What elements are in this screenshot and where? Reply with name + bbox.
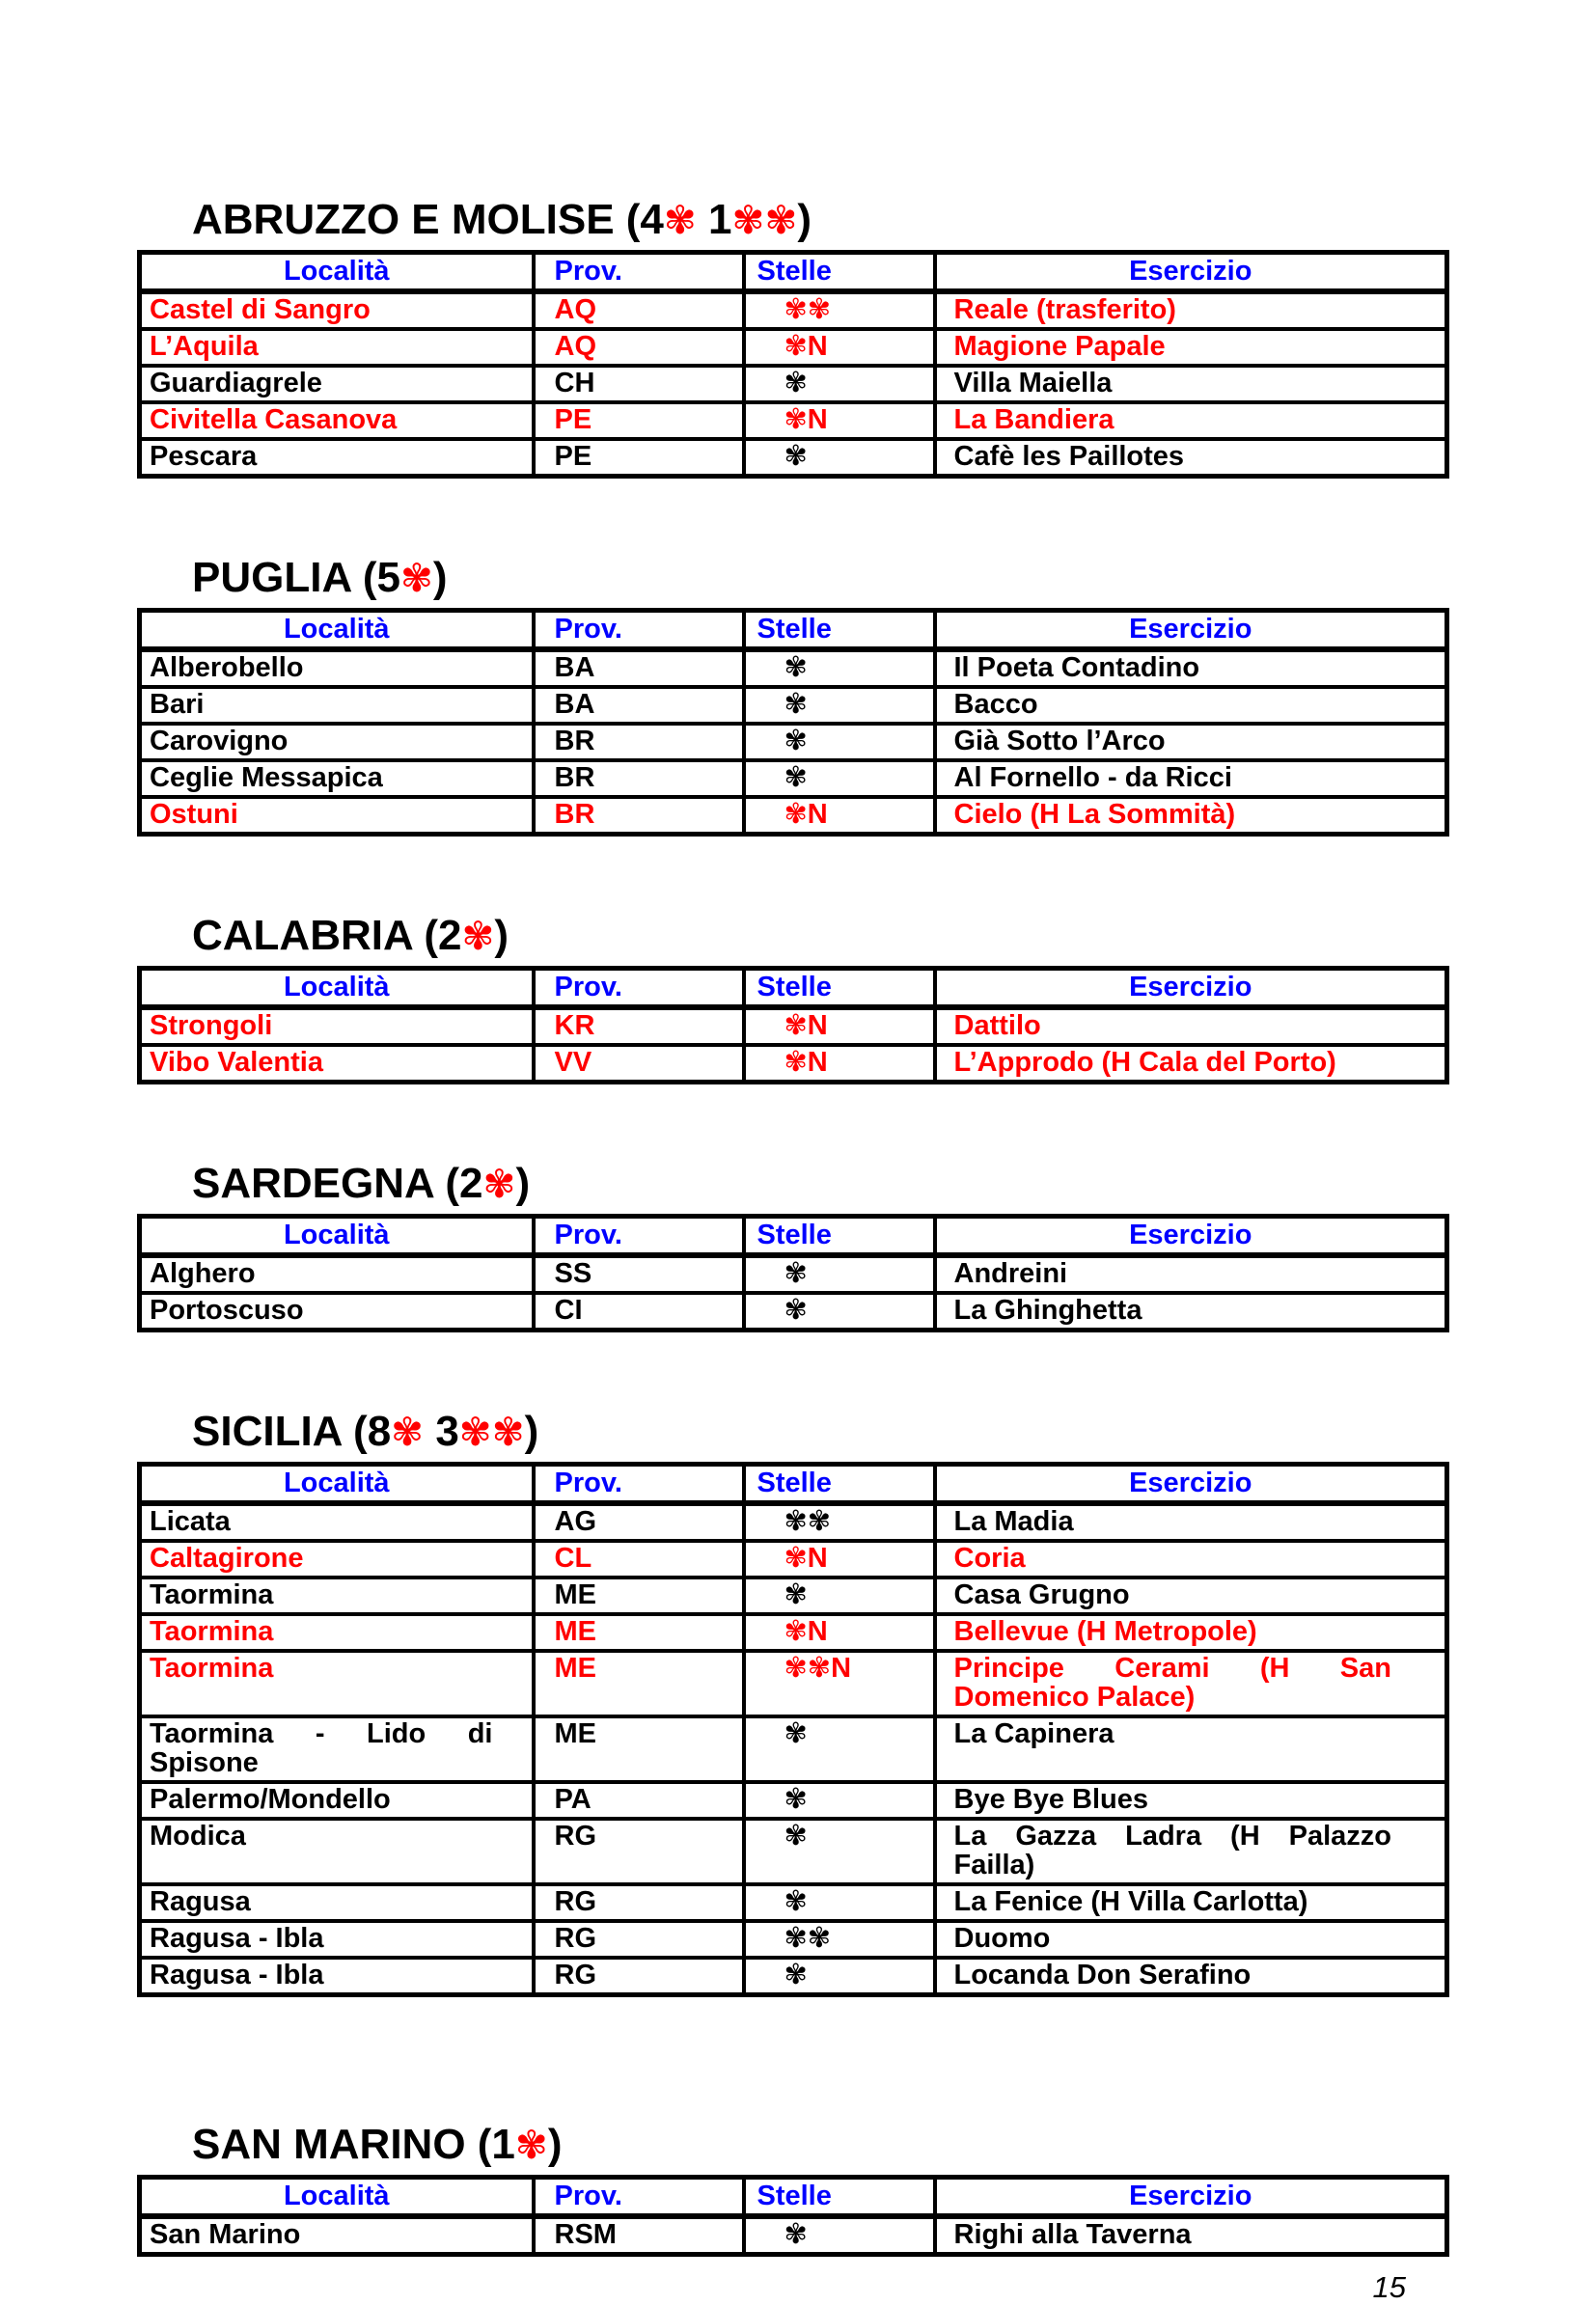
michelin-stars: ✾ — [784, 726, 808, 756]
column-header-prov: Prov. — [534, 1217, 744, 1256]
table-row — [140, 402, 1447, 439]
table-row — [140, 1503, 1447, 1541]
table-row — [140, 1716, 1447, 1782]
michelin-stars: ✾ — [784, 368, 808, 398]
column-header-stelle: Stelle — [744, 969, 935, 1008]
column-header-prov: Prov. — [534, 611, 744, 650]
cell-prov: ME — [534, 1651, 744, 1716]
michelin-stars: ✾✾ — [784, 1506, 832, 1537]
cell-stelle — [744, 329, 935, 366]
region-table — [137, 250, 1449, 479]
michelin-stars: ✾✾ — [784, 294, 832, 325]
cell-stelle — [744, 1614, 935, 1651]
michelin-star-icon: ✾ — [663, 198, 697, 242]
cell-stelle — [744, 724, 935, 760]
column-header-localita: Località — [140, 2178, 534, 2217]
cell-prov: AQ — [534, 329, 744, 366]
cell-esercizio: Villa Maiella — [935, 366, 1447, 402]
table-row — [140, 1293, 1447, 1331]
cell-localita: Bari — [140, 687, 534, 724]
table-row — [140, 2216, 1447, 2255]
column-header-prov: Prov. — [534, 2178, 744, 2217]
cell-prov: RSM — [534, 2216, 744, 2255]
cell-esercizio: La Gazza Ladra (H Palazzo Failla) — [935, 1819, 1447, 1884]
cell-localita: Ostuni — [140, 797, 534, 835]
table-row — [140, 760, 1447, 797]
column-header-esercizio: Esercizio — [935, 969, 1447, 1008]
michelin-stars: ✾ — [784, 689, 808, 720]
cell-localita: Guardiagrele — [140, 366, 534, 402]
cell-stelle — [744, 649, 935, 687]
cell-esercizio: Bye Bye Blues — [935, 1782, 1447, 1819]
michelin-stars: ✾N — [784, 1616, 828, 1647]
cell-stelle — [744, 1958, 935, 1995]
cell-localita: Carovigno — [140, 724, 534, 760]
michelin-stars: ✾ — [784, 1718, 808, 1749]
cell-localita: Ragusa - Ibla — [140, 1958, 534, 1995]
table-row — [140, 329, 1447, 366]
table-header-row — [140, 253, 1447, 292]
michelin-star-icon: ✾ — [391, 1410, 425, 1454]
cell-esercizio: La Bandiera — [935, 402, 1447, 439]
cell-stelle — [744, 1503, 935, 1541]
cell-localita: Portoscuso — [140, 1293, 534, 1331]
cell-esercizio: La Ghinghetta — [935, 1293, 1447, 1331]
cell-stelle — [744, 1819, 935, 1884]
cell-esercizio: Bellevue (H Metropole) — [935, 1614, 1447, 1651]
cell-prov: ME — [534, 1578, 744, 1614]
michelin-stars: ✾ — [784, 1784, 808, 1815]
table-header-row — [140, 2178, 1447, 2217]
column-header-localita: Località — [140, 1465, 534, 1504]
table-row — [140, 1045, 1447, 1083]
column-header-prov: Prov. — [534, 969, 744, 1008]
region-section-5 — [137, 1410, 1596, 1997]
cell-prov: BR — [534, 724, 744, 760]
cell-prov: AG — [534, 1503, 744, 1541]
column-header-esercizio: Esercizio — [935, 253, 1447, 292]
region-table — [137, 2175, 1449, 2257]
table-row — [140, 1651, 1447, 1716]
cell-localita: Taormina — [140, 1614, 534, 1651]
cell-localita: Ragusa — [140, 1884, 534, 1921]
cell-esercizio: Dattilo — [935, 1007, 1447, 1045]
cell-prov: PE — [534, 439, 744, 477]
cell-stelle — [744, 797, 935, 835]
michelin-star-icon: ✾ — [514, 2123, 548, 2167]
michelin-star-icon: ✾ — [399, 556, 433, 600]
michelin-star-icon: ✾ — [482, 1162, 516, 1206]
cell-prov: ME — [534, 1716, 744, 1782]
cell-esercizio: La Capinera — [935, 1716, 1447, 1782]
cell-prov: RG — [534, 1819, 744, 1884]
table-row — [140, 1958, 1447, 1995]
cell-prov: AQ — [534, 291, 744, 329]
table-header-row — [140, 1465, 1447, 1504]
cell-localita: Taormina - Lido di Spisone — [140, 1716, 534, 1782]
cell-stelle — [744, 1293, 935, 1331]
table-row — [140, 687, 1447, 724]
column-header-esercizio: Esercizio — [935, 611, 1447, 650]
cell-prov: PE — [534, 402, 744, 439]
michelin-stars: ✾N — [784, 1543, 828, 1574]
cell-localita: Caltagirone — [140, 1541, 534, 1578]
region-section-1 — [137, 198, 1596, 479]
cell-prov: ME — [534, 1614, 744, 1651]
column-header-prov: Prov. — [534, 1465, 744, 1504]
cell-localita: San Marino — [140, 2216, 534, 2255]
cell-stelle — [744, 760, 935, 797]
cell-esercizio: Magione Papale — [935, 329, 1447, 366]
region-section-6 — [137, 2123, 1596, 2257]
cell-esercizio: Righi alla Taverna — [935, 2216, 1447, 2255]
cell-stelle — [744, 1541, 935, 1578]
cell-stelle — [744, 687, 935, 724]
table-row — [140, 724, 1447, 760]
column-header-prov: Prov. — [534, 253, 744, 292]
table-row — [140, 1578, 1447, 1614]
cell-prov: KR — [534, 1007, 744, 1045]
cell-stelle — [744, 1007, 935, 1045]
region-title: ABRUZZO E MOLISE (4✾ 1✾✾) — [192, 196, 812, 243]
cell-localita: Civitella Casanova — [140, 402, 534, 439]
cell-stelle — [744, 439, 935, 477]
michelin-stars: ✾ — [784, 1886, 808, 1917]
table-header-row — [140, 611, 1447, 650]
cell-esercizio: Locanda Don Serafino — [935, 1958, 1447, 1995]
michelin-stars: ✾N — [784, 1047, 828, 1078]
michelin-stars: ✾N — [784, 799, 828, 830]
region-title: SARDEGNA (2✾) — [192, 1160, 531, 1207]
cell-localita: Vibo Valentia — [140, 1045, 534, 1083]
table-row — [140, 649, 1447, 687]
michelin-stars: ✾ — [784, 1960, 808, 1990]
table-row — [140, 1921, 1447, 1958]
cell-stelle — [744, 1716, 935, 1782]
cell-localita: Pescara — [140, 439, 534, 477]
cell-localita: Ragusa - Ibla — [140, 1921, 534, 1958]
table-header-row — [140, 969, 1447, 1008]
region-section-3 — [137, 914, 1596, 1084]
cell-prov: BA — [534, 649, 744, 687]
michelin-stars: ✾N — [784, 331, 828, 362]
cell-localita: Taormina — [140, 1651, 534, 1716]
cell-stelle — [744, 402, 935, 439]
cell-esercizio: Casa Grugno — [935, 1578, 1447, 1614]
cell-localita: Strongoli — [140, 1007, 534, 1045]
cell-localita: Alberobello — [140, 649, 534, 687]
cell-localita: Taormina — [140, 1578, 534, 1614]
cell-localita: Licata — [140, 1503, 534, 1541]
table-row — [140, 1819, 1447, 1884]
column-header-esercizio: Esercizio — [935, 1217, 1447, 1256]
column-header-localita: Località — [140, 253, 534, 292]
michelin-stars: ✾ — [784, 441, 808, 472]
cell-esercizio: La Fenice (H Villa Carlotta) — [935, 1884, 1447, 1921]
table-row — [140, 1007, 1447, 1045]
cell-esercizio: Già Sotto l’Arco — [935, 724, 1447, 760]
cell-localita: L’Aquila — [140, 329, 534, 366]
cell-prov: BR — [534, 797, 744, 835]
region-table — [137, 608, 1449, 837]
michelin-stars: ✾ — [784, 1579, 808, 1610]
cell-stelle — [744, 366, 935, 402]
table-row — [140, 1614, 1447, 1651]
cell-prov: BR — [534, 760, 744, 797]
cell-prov: VV — [534, 1045, 744, 1083]
michelin-stars: ✾ — [784, 652, 808, 683]
table-header-row — [140, 1217, 1447, 1256]
cell-stelle — [744, 1045, 935, 1083]
cell-esercizio: Il Poeta Contadino — [935, 649, 1447, 687]
cell-prov: PA — [534, 1782, 744, 1819]
cell-esercizio: Reale (trasferito) — [935, 291, 1447, 329]
cell-prov: RG — [534, 1958, 744, 1995]
michelin-stars: ✾ — [784, 1258, 808, 1289]
table-row — [140, 797, 1447, 835]
cell-localita: Castel di Sangro — [140, 291, 534, 329]
cell-esercizio: Bacco — [935, 687, 1447, 724]
michelin-stars: ✾ — [784, 1295, 808, 1326]
region-title: PUGLIA (5✾) — [192, 554, 448, 601]
region-table — [137, 1462, 1449, 1997]
michelin-stars: ✾ — [784, 762, 808, 793]
region-section-4 — [137, 1162, 1596, 1332]
table-row — [140, 291, 1447, 329]
cell-esercizio: Andreini — [935, 1255, 1447, 1293]
cell-esercizio: La Madia — [935, 1503, 1447, 1541]
cell-stelle — [744, 2216, 935, 2255]
column-header-esercizio: Esercizio — [935, 1465, 1447, 1504]
michelin-stars: ✾ — [784, 1821, 808, 1852]
region-title: SAN MARINO (1✾) — [192, 2121, 563, 2168]
cell-localita: Alghero — [140, 1255, 534, 1293]
column-header-localita: Località — [140, 1217, 534, 1256]
cell-stelle — [744, 1255, 935, 1293]
cell-prov: CL — [534, 1541, 744, 1578]
michelin-star-icon: ✾✾ — [731, 198, 798, 242]
michelin-stars: ✾✾ — [784, 1923, 832, 1954]
michelin-stars: ✾✾N — [784, 1653, 852, 1684]
column-header-stelle: Stelle — [744, 1465, 935, 1504]
column-header-stelle: Stelle — [744, 611, 935, 650]
column-header-stelle: Stelle — [744, 253, 935, 292]
cell-stelle — [744, 1578, 935, 1614]
page-number: 15 — [1372, 2270, 1406, 2304]
table-row — [140, 1884, 1447, 1921]
cell-stelle — [744, 1921, 935, 1958]
michelin-stars: ✾N — [784, 404, 828, 435]
michelin-stars: ✾ — [784, 2219, 808, 2250]
table-row — [140, 1255, 1447, 1293]
michelin-star-icon: ✾ — [461, 914, 495, 958]
cell-stelle — [744, 1782, 935, 1819]
michelin-stars: ✾N — [784, 1010, 828, 1041]
cell-prov: RG — [534, 1921, 744, 1958]
region-title: CALABRIA (2✾) — [192, 912, 509, 959]
column-header-localita: Località — [140, 969, 534, 1008]
cell-esercizio: Cafè les Paillotes — [935, 439, 1447, 477]
table-row — [140, 439, 1447, 477]
cell-esercizio: L’Approdo (H Cala del Porto) — [935, 1045, 1447, 1083]
column-header-stelle: Stelle — [744, 2178, 935, 2217]
cell-prov: SS — [534, 1255, 744, 1293]
cell-esercizio: Coria — [935, 1541, 1447, 1578]
cell-stelle — [744, 291, 935, 329]
michelin-star-icon: ✾✾ — [458, 1410, 525, 1454]
region-title: SICILIA (8✾ 3✾✾) — [192, 1408, 539, 1455]
cell-esercizio: Principe Cerami (H San Domenico Palace) — [935, 1651, 1447, 1716]
column-header-localita: Località — [140, 611, 534, 650]
cell-esercizio: Cielo (H La Sommità) — [935, 797, 1447, 835]
cell-stelle — [744, 1651, 935, 1716]
region-table — [137, 1214, 1449, 1332]
cell-prov: RG — [534, 1884, 744, 1921]
region-section-2 — [137, 556, 1596, 837]
cell-localita: Palermo/Mondello — [140, 1782, 534, 1819]
table-row — [140, 1541, 1447, 1578]
table-row — [140, 366, 1447, 402]
cell-esercizio: Duomo — [935, 1921, 1447, 1958]
cell-localita: Modica — [140, 1819, 534, 1884]
region-table — [137, 966, 1449, 1084]
table-row — [140, 1782, 1447, 1819]
cell-prov: CI — [534, 1293, 744, 1331]
cell-prov: CH — [534, 366, 744, 402]
column-header-stelle: Stelle — [744, 1217, 935, 1256]
cell-localita: Ceglie Messapica — [140, 760, 534, 797]
cell-prov: BA — [534, 687, 744, 724]
column-header-esercizio: Esercizio — [935, 2178, 1447, 2217]
region-sections — [0, 198, 1596, 2257]
cell-esercizio: Al Fornello - da Ricci — [935, 760, 1447, 797]
cell-stelle — [744, 1884, 935, 1921]
